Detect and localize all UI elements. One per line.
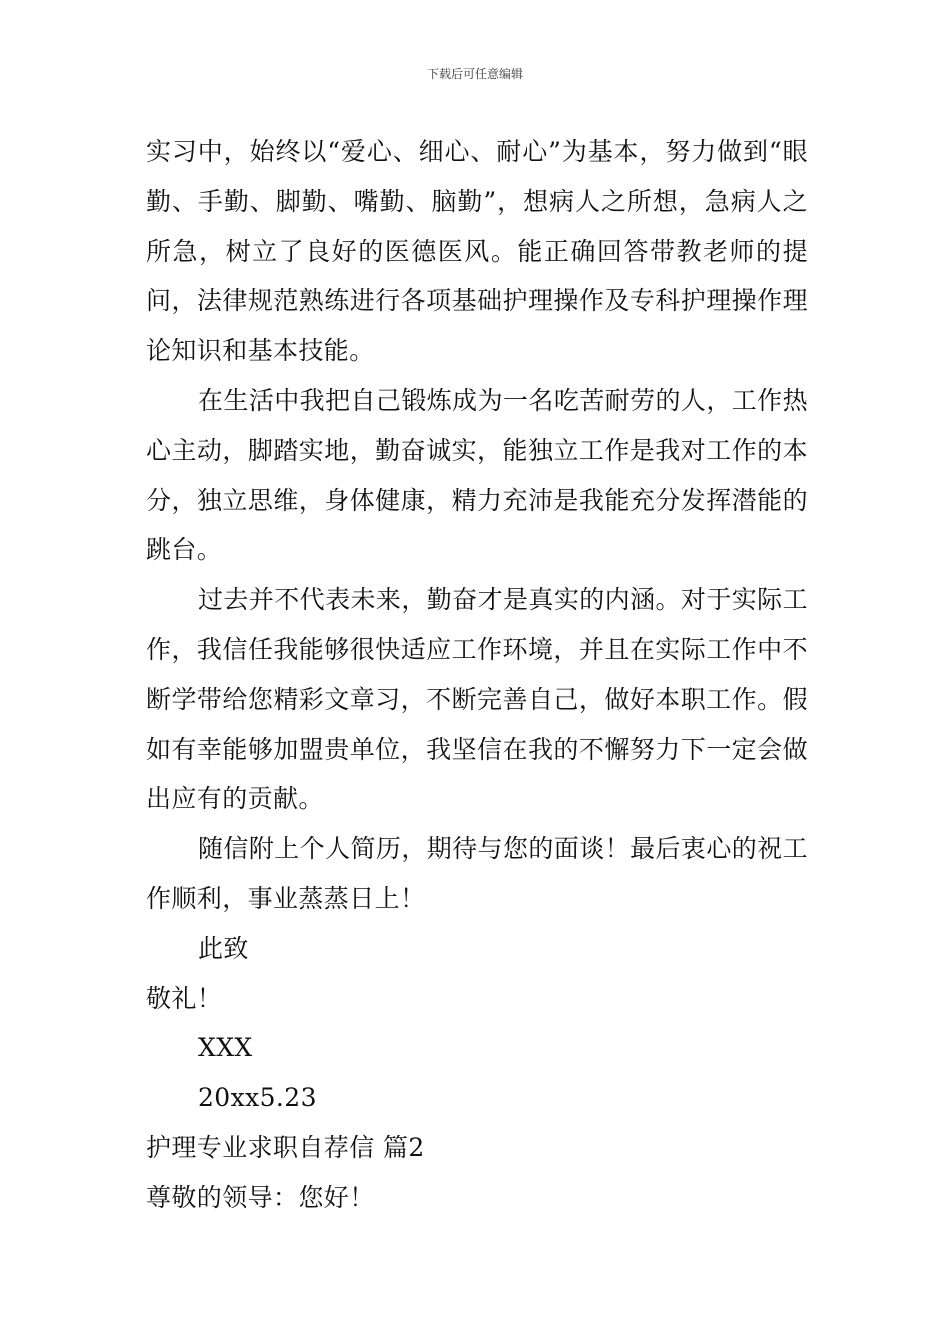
- paragraph-resume: 随信附上个人简历，期待与您的面谈！最后衷心的祝工作顺利，事业蒸蒸日上！: [146, 834, 808, 913]
- closing-salutation: 此致: [198, 933, 249, 963]
- paragraph-future: 过去并不代表未来，勤奋才是真实的内涵。对于实际工作，我信任我能够很快适应工作环境，并且在实际工作中不断学带给您精彩文章习，不断完善自己，做好本职工作。假如有幸能够加盟贵单位，我坚信在我的不懈努力下一定会做出应有的贡献。: [146, 585, 808, 814]
- letter-body: [146, 127, 808, 1223]
- section-title: 护理专业求职自荐信 篇2: [146, 1132, 425, 1162]
- page-header: 下载后可任意编辑: [426, 67, 523, 81]
- greeting: 尊敬的领导：您好！: [146, 1182, 375, 1212]
- paragraph-internship: 实习中，始终以“爱心、细心、耐心”为基本，努力做到“眼勤、手勤、脚勤、嘴勤、脑勤”，想病人之所想，急病人之所急，树立了良好的医德医风。能正确回答带教老师的提问，法律规范熟练进行各项基础护理操作及专科护理操作理论知识和基本技能。: [146, 137, 808, 366]
- paragraph-life: 在生活中我把自己锻炼成为一名吃苦耐劳的人，工作热心主动，脚踏实地，勤奋诚实，能独立工作是我对工作的本分，独立思维，身体健康，精力充沛是我能充分发挥潜能的跳台。: [146, 385, 808, 565]
- closing-respect: 敬礼！: [146, 983, 223, 1013]
- date: 20xx5.23: [198, 1083, 317, 1113]
- signature: XXX: [198, 1033, 253, 1063]
